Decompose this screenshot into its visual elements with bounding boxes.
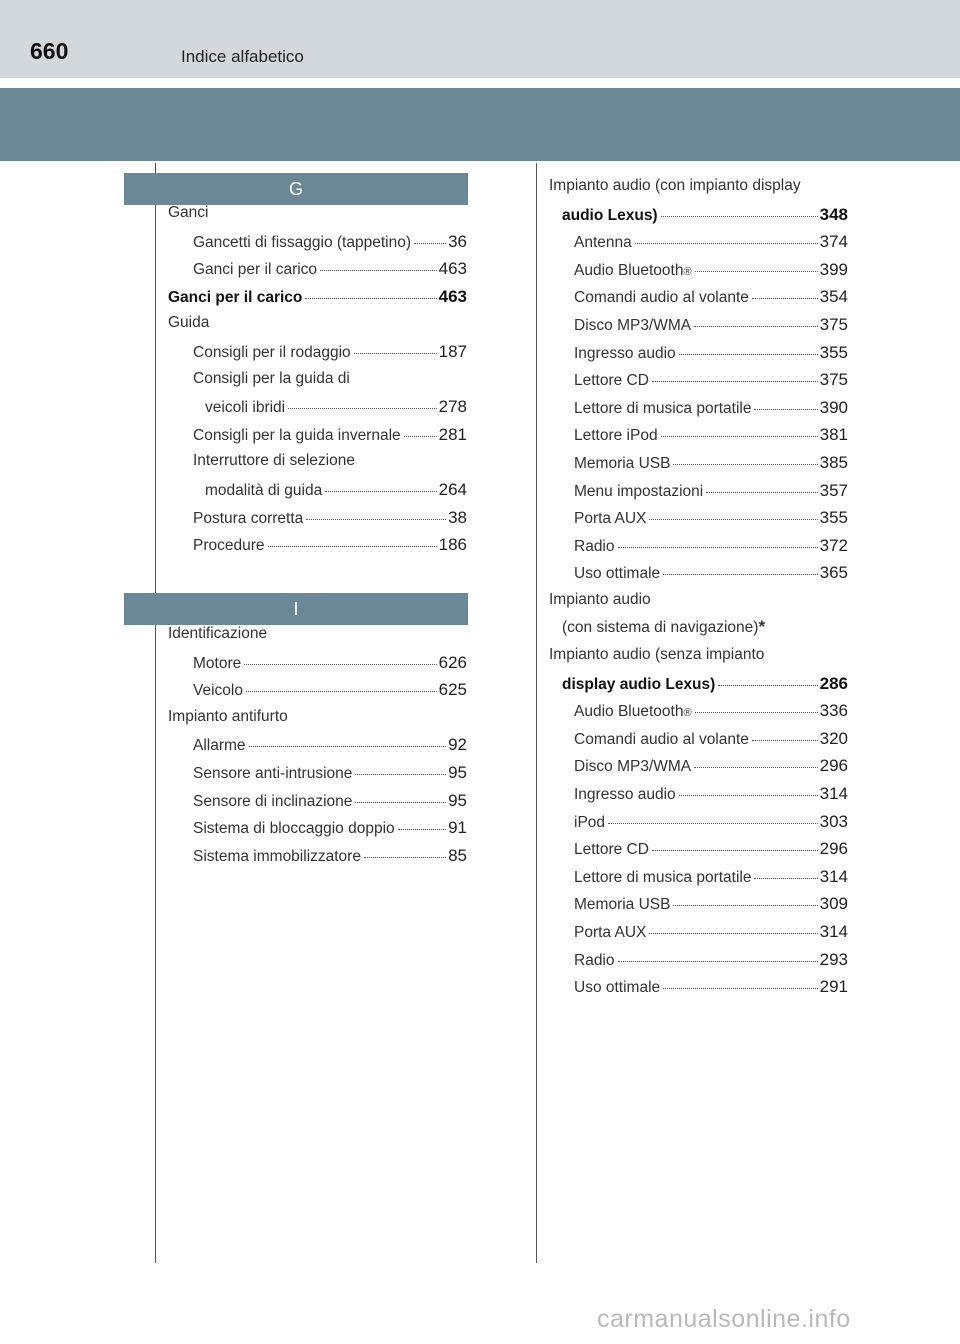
index-entry[interactable]: Impianto audio (con impianto display (549, 177, 801, 194)
index-entry[interactable]: Guida (168, 314, 210, 332)
index-entry[interactable]: Sistema immobilizzatore 85 (193, 845, 467, 865)
index-entry[interactable]: Ganci per il carico 463 (168, 286, 467, 306)
index-entry[interactable]: Memoria USB 385 (574, 452, 848, 472)
index-entry[interactable]: Uso ottimale 291 (574, 977, 848, 997)
index-entry[interactable]: Antenna 374 (574, 232, 848, 252)
index-entry[interactable]: Lettore iPod 381 (574, 425, 848, 445)
index-entry[interactable]: Lettore di musica portatile 390 (574, 397, 848, 417)
index-entry[interactable]: Uso ottimale 365 (574, 563, 848, 583)
page-title: Indice alfabetico (181, 47, 304, 66)
index-entry[interactable]: veicoli ibridi 278 (205, 397, 467, 417)
top-bar (0, 0, 960, 78)
index-entry[interactable]: Postura corretta 38 (193, 507, 467, 527)
index-entry[interactable]: Disco MP3/WMA 296 (574, 756, 848, 776)
index-entry[interactable]: Sensore anti-intrusione 95 (193, 762, 467, 782)
index-entry[interactable]: Memoria USB 309 (574, 894, 848, 914)
index-entry[interactable]: Impianto audio (549, 590, 651, 608)
index-entry[interactable]: display audio Lexus) 286 (562, 673, 848, 693)
index-entry[interactable]: Comandi audio al volante 320 (574, 728, 848, 748)
section-g-list (168, 204, 467, 563)
index-entry[interactable]: Sistema di bloccaggio doppio 91 (193, 818, 467, 838)
index-entry[interactable]: Impianto audio (senza impianto (549, 646, 765, 664)
index-entry[interactable]: Ingresso audio 355 (574, 342, 848, 362)
index-entry[interactable]: Porta AUX 355 (574, 508, 848, 528)
index-entry[interactable]: Audio Bluetooth ® 399 (574, 259, 848, 279)
index-entry[interactable]: Consigli per il rodaggio 187 (193, 341, 467, 361)
index-entry[interactable]: audio Lexus) 348 (562, 204, 848, 224)
index-entry[interactable]: Lettore CD 296 (574, 839, 848, 859)
index-entry[interactable]: Radio 372 (574, 535, 848, 555)
index-entry[interactable]: Lettore di musica portatile 314 (574, 866, 848, 886)
index-entry[interactable]: Lettore CD 375 (574, 370, 848, 390)
index-entry[interactable]: Veicolo 625 (193, 680, 467, 700)
index-entry[interactable]: Audio Bluetooth ® 336 (574, 701, 848, 721)
watermark: carmanualsonline.info (597, 1305, 851, 1333)
index-entry[interactable]: Interruttore di selezione (193, 452, 355, 470)
index-entry[interactable]: Procedure 186 (193, 535, 467, 555)
index-entry[interactable]: Consigli per la guida di (193, 369, 350, 387)
index-entry[interactable]: Ingresso audio 314 (574, 784, 848, 804)
index-entry[interactable]: (con sistema di navigazione) * (562, 616, 766, 636)
index-entry[interactable]: Gancetti di fissaggio (tappetino) 36 (193, 231, 467, 251)
index-entry[interactable]: Identificazione (168, 625, 268, 642)
index-entry[interactable]: Menu impostazioni 357 (574, 480, 848, 500)
section-header-i: I (124, 593, 468, 625)
index-entry[interactable]: Ganci (168, 204, 209, 221)
index-entry[interactable]: Radio 293 (574, 949, 848, 969)
section-header-g: G (124, 173, 468, 205)
page-number: 660 (30, 38, 69, 64)
index-entry[interactable]: Comandi audio al volante 354 (574, 287, 848, 307)
index-entry[interactable]: Ganci per il carico 463 (193, 259, 467, 279)
index-entry[interactable]: iPod 303 (574, 811, 848, 831)
right-column-rule (536, 163, 537, 1263)
left-column-rule (155, 163, 156, 1263)
right-column-list (549, 177, 848, 1005)
section-i-list (168, 625, 467, 873)
index-entry[interactable]: Disco MP3/WMA 375 (574, 314, 848, 334)
index-entry[interactable]: Motore 626 (193, 652, 467, 672)
index-entry[interactable]: Porta AUX 314 (574, 922, 848, 942)
index-entry[interactable]: Sensore di inclinazione 95 (193, 790, 467, 810)
index-entry[interactable]: Consigli per la guida invernale 281 (193, 424, 467, 444)
header-band (0, 88, 960, 161)
index-entry[interactable]: modalità di guida 264 (205, 479, 467, 499)
index-entry[interactable]: Allarme 92 (193, 735, 467, 755)
index-entry[interactable]: Impianto antifurto (168, 707, 288, 725)
